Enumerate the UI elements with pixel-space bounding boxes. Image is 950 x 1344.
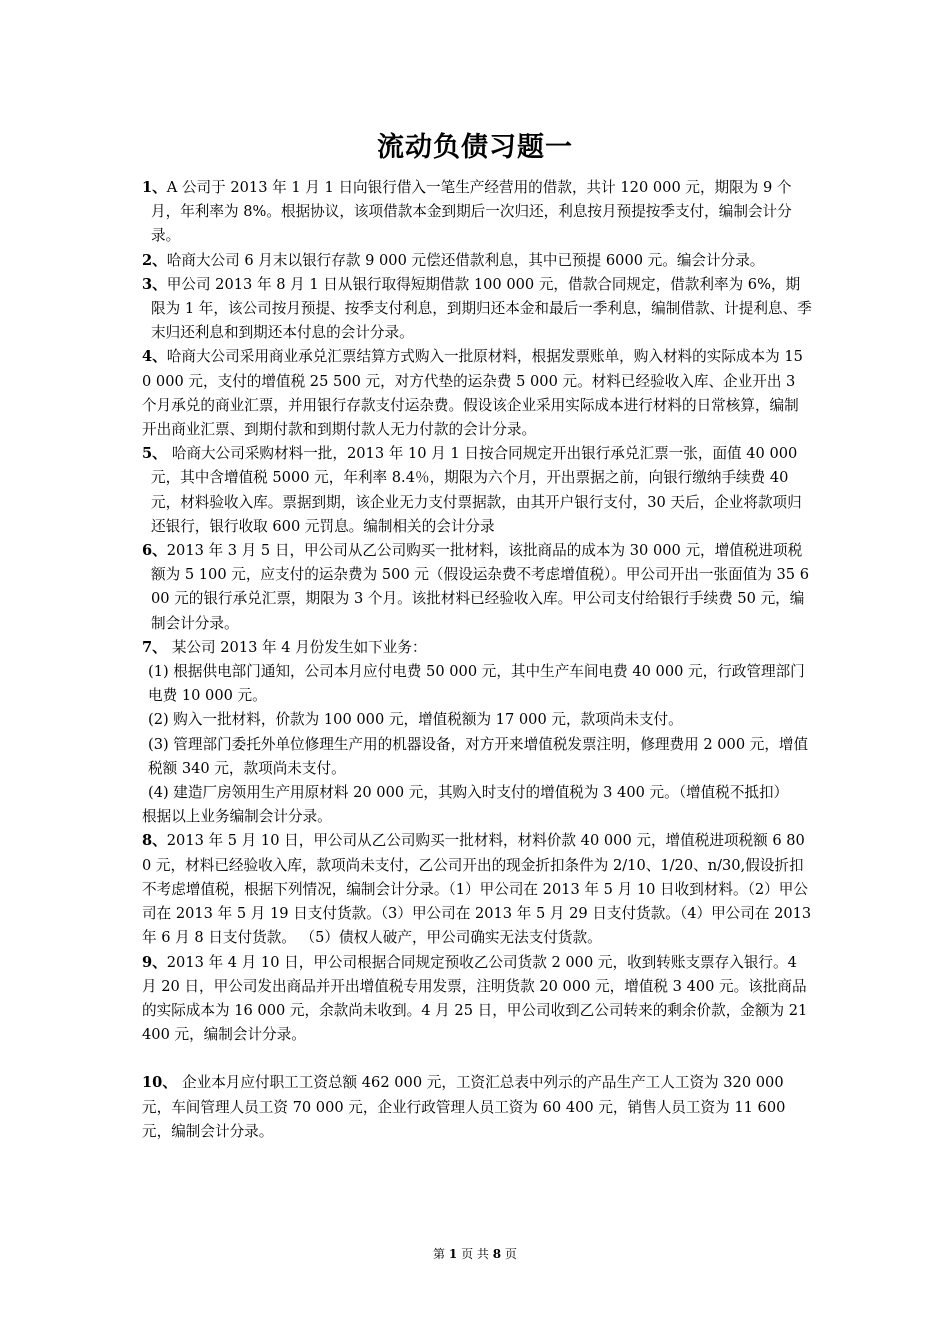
question-7-closing: 根据以上业务编制会计分录。 [142,808,332,826]
question-text: 某公司 2013 年 4 月份发生如下业务： [171,638,427,656]
question-10 [142,1071,812,1144]
question-7 [142,636,812,660]
question-number-separator: 、 [152,348,167,366]
footer-page-number: 1 [448,1247,458,1261]
question-number [142,348,167,365]
question-text: 哈商大公司采用商业承兑汇票结算方式购入一批原材料，根据发票账单，购入材料的实际成本为 150 000 元，支付的增值税 25 500 元，对方代垫的运杂费 5 000 元。材料已经验收入库、企业开出 3 个月承兑的商业汇票，并用银行存款支付运杂费。假设该企业采用实际成本进行材料的日常核算，编制开出商业汇票、到期付款和到期付款人无力付款的会计分录。 [142,348,803,439]
question-number [142,832,167,849]
question-text: 2013 年 5 月 10 日，甲公司从乙公司购买一批材料，材料价款 40 000 元，增值税进项税额 6 800 元，材料已经验收入库，款项尚未支付，乙公司开出的现金折扣条件为 2/10、1/20、n/30,假设折扣不考虑增值税，根据下列情况，编制会计分录。（1）甲公司在 2013 年 5 月 10 日收到材料。（2）甲公司在 2013 年 5 月 19 日支付货款。（3）甲公司在 2013 年 5 月 29 日支付货款。（4）甲公司在 2013 年 6 月 8 日支付货款。 （5）债权人破产，甲公司确实无法支付货款。 [142,832,812,947]
question-1 [142,176,812,249]
question-number-separator: 、 [152,251,167,269]
question-number [142,252,167,269]
question-5 [142,442,812,539]
question-number-separator: 、 [152,179,167,196]
question-number-value: 10 [142,1074,163,1092]
question-number-separator: 、 [162,1074,182,1092]
question-3 [142,273,812,346]
document-title: 流动负债习题一 [377,132,573,163]
question-6 [142,539,812,636]
question-number-value: 1 [142,179,153,196]
question-number [142,639,172,656]
question-number-separator: 、 [152,638,172,656]
question-7-item-4: (4) 建造厂房领用生产用原材料 20 000 元，其购入时支付的增值税为 3 400 元。（增值税不抵扣） [148,784,789,802]
question-number-separator: 、 [152,275,167,293]
question-number-value: 8 [142,832,153,850]
question-text: 企业本月应付职工工资总额 462 000 元，工资汇总表中列示的产品生产工人工资为 320 000 元，车间管理人员工资 70 000 元，企业行政管理人员工资为 60 400 元，销售人员工资为 11 600 元，编制会计分录。 [142,1074,786,1140]
question-number-separator: 、 [152,445,172,463]
question-number-separator: 、 [152,832,167,850]
question-text: A 公司于 2013 年 1 月 1 日向银行借入一笔生产经营用的借款，共计 120 000 元，期限为 9 个月，年利率为 8%。根据协议，该项借款本金到期后一次归还，利息按月预提按季支付，编制会计分录。 [151,179,792,245]
document-body [142,176,812,1144]
question-number-value: 3 [142,275,153,293]
question-number [142,276,167,293]
question-number-value: 6 [142,542,153,560]
question-8 [142,829,812,950]
question-number-separator: 、 [152,953,167,971]
page-footer [0,1246,950,1262]
footer-suffix: 页 [504,1247,517,1261]
question-number-value: 9 [142,953,153,971]
question-number [142,542,167,559]
question-number-value: 7 [142,638,153,656]
question-number-separator: 、 [152,542,167,560]
question-4 [142,345,812,442]
question-text: 哈商大公司采购材料一批，2013 年 10 月 1 日按合同规定开出银行承兑汇票一张，面值 40 000 元，其中含增值税 5000 元，年利率 8.4％，期限为六个月，开出票据之前，向银行缴纳手续费 40 元，材料验收入库。票据到期，该企业无力支付票据款，由其开户银行支付，30 天后，企业将款项归还银行，银行收取 600 元罚息。编制相关的会计分录 [151,445,802,535]
question-text: 2013 年 4 月 10 日，甲公司根据合同规定预收乙公司货款 2 000 元，收到转账支票存入银行。4 月 20 日，甲公司发出商品并开出增值税专用发票，注明货款 20 000 元，增值税 3 400 元。该批商品的实际成本为 16 000 元，余款尚未收到。4 月 25 日，甲公司收到乙公司转来的剩余价款，金额为 21 400 元，编制会计分录。 [142,953,808,1044]
question-number-value: 2 [142,251,153,269]
question-text: 哈商大公司 6 月末以银行存款 9 000 元偿还借款利息，其中已预提 6000 元。编会计分录。 [166,251,765,269]
question-text: 甲公司 2013 年 8 月 1 日从银行取得短期借款 100 000 元，借款合同规定，借款利率为 6%，期限为 1 年，该公司按月预提、按季支付利息，到期归还本金和最后一季利息，编制借款、计提利息、季末归还利息和到期还本付息的会计分录。 [151,275,812,342]
question-text: 2013 年 3 月 5 日，甲公司从乙公司购买一批材料，该批商品的成本为 30 000 元，增值税进项税额为 5 100 元，应支付的运杂费为 500 元（假设运杂费不考虑增值税）。甲公司开出一张面值为 35 600 元的银行承兑汇票，期限为 3 个月。该批材料已经验收入库。甲公司支付给银行手续费 50 元，编制会计分录。 [151,542,809,632]
footer-prefix: 第 [433,1247,446,1261]
question-number-value: 5 [142,445,153,463]
question-number [142,1074,182,1091]
question-number [142,445,172,462]
paragraph-gap [142,1047,812,1071]
question-9 [142,951,812,1048]
question-number [142,179,167,196]
question-number [142,954,167,971]
question-7-item-1: (1) 根据供电部门通知，公司本月应付电费 50 000 元，其中生产车间电费 40 000 元，行政管理部门电费 10 000 元。 [148,663,805,705]
footer-total-pages: 8 [492,1247,502,1261]
question-7-item-2: (2) 购入一批材料，价款为 100 000 元，增值税额为 17 000 元，款项尚未支付。 [148,711,683,729]
question-7-item-3: (3) 管理部门委托外单位修理生产用的机器设备，对方开来增值税发票注明，修理费用 2 000 元，增值税额 340 元，款项尚未支付。 [148,735,809,777]
footer-middle: 页 共 [461,1247,489,1261]
question-2 [142,249,812,273]
question-number-value: 4 [142,348,153,366]
